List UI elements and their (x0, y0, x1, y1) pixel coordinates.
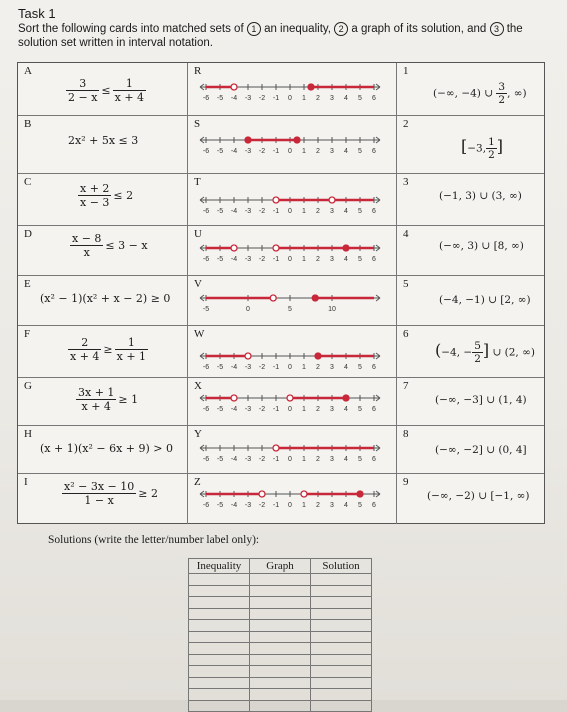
answer-row (189, 574, 372, 586)
tick-label: -5 (216, 95, 224, 102)
tick-label: 2 (316, 502, 320, 509)
tick-label: 2 (316, 406, 320, 413)
tick-label: 5 (288, 306, 292, 313)
solution-card-7[interactable]: 7 (−∞, −3] ∪ (1, 4) (403, 380, 527, 406)
open-endpoint (273, 445, 279, 451)
answer-row (189, 608, 372, 620)
number-line-T (198, 192, 388, 218)
solution-card-9[interactable]: 9 (−∞, −2) ∪ [−1, ∞) (403, 476, 530, 502)
tick-label: -2 (258, 208, 266, 215)
tick-label: -2 (258, 256, 266, 263)
card-row (18, 425, 544, 474)
tick-label: 3 (330, 256, 334, 263)
closed-endpoint (343, 395, 349, 401)
answer-cell-graph[interactable] (250, 585, 311, 597)
number-line-S (198, 132, 388, 158)
tick-label: -3 (244, 148, 252, 155)
tick-label: 2 (316, 95, 320, 102)
card-row (18, 473, 544, 524)
graph-card-W[interactable]: W -6 -5 -4 -3 -2 -1 0 1 2 3 4 5 6 (188, 326, 397, 378)
open-endpoint (231, 395, 237, 401)
tick-label: 0 (288, 406, 292, 413)
graph-card-T[interactable]: T -6 -5 -4 -3 -2 -1 0 1 2 3 4 5 6 (188, 174, 397, 226)
tick-label: -5 (216, 256, 224, 263)
tick-label: -1 (272, 208, 280, 215)
answer-cell-graph[interactable] (250, 654, 311, 666)
tick-label: -3 (244, 502, 252, 509)
tick-label: -5 (202, 306, 210, 313)
tick-label: -4 (230, 256, 238, 263)
answer-cell-graph[interactable] (250, 608, 311, 620)
tick-label: -5 (216, 406, 224, 413)
closed-endpoint (308, 84, 314, 90)
inequality-card-I[interactable]: I $\frac{\text{x² − 3x − 10}}{1 - x}$ ≥ 2 (18, 474, 188, 524)
tick-label: 6 (372, 456, 376, 463)
inequality-card-H[interactable]: H (x + 1)(x² − 6x + 9) > 0 (18, 426, 188, 474)
tick-label: -4 (230, 364, 238, 371)
answer-cell-solution[interactable] (311, 631, 372, 643)
closed-endpoint (294, 137, 300, 143)
tick-label: 1 (302, 256, 306, 263)
tick-label: 0 (288, 148, 292, 155)
tick-label: 3 (330, 502, 334, 509)
card-row (18, 115, 544, 174)
answer-cell-graph[interactable] (250, 620, 311, 632)
closed-endpoint (357, 491, 363, 497)
tick-label: -6 (202, 208, 210, 215)
tick-label: -3 (244, 208, 252, 215)
answer-cell-graph[interactable] (250, 643, 311, 655)
tick-label: 5 (358, 148, 362, 155)
tick-label: 2 (316, 256, 320, 263)
tick-label: -6 (202, 148, 210, 155)
tick-label: -3 (244, 256, 252, 263)
answer-cell-inequality[interactable] (189, 666, 250, 678)
answer-row (189, 689, 372, 701)
tick-label: 3 (330, 456, 334, 463)
tick-label: 1 (302, 456, 306, 463)
card-row (18, 63, 544, 115)
open-endpoint (231, 84, 237, 90)
answer-cell-solution[interactable] (311, 574, 372, 586)
tick-label: 0 (288, 502, 292, 509)
tick-label: -5 (216, 208, 224, 215)
card-row (18, 275, 544, 326)
answer-cell-solution[interactable] (311, 597, 372, 609)
tick-label: 0 (288, 208, 292, 215)
closed-endpoint (245, 137, 251, 143)
inequality-card-C[interactable]: C $\frac{x + 2}{x - 3}$ ≤ 2 (18, 174, 188, 226)
closed-endpoint (312, 295, 318, 301)
answer-cell-solution[interactable] (311, 585, 372, 597)
open-endpoint (245, 353, 251, 359)
tick-label: -5 (216, 502, 224, 509)
answer-cell-solution[interactable] (311, 643, 372, 655)
tick-label: 6 (372, 364, 376, 371)
tick-label: -6 (202, 256, 210, 263)
answer-cell-inequality[interactable] (189, 677, 250, 689)
solution-card-1[interactable]: 1 (−∞, −4) ∪ $\frac{3}{2}$ , ∞) (403, 65, 527, 106)
tick-label: -2 (258, 406, 266, 413)
answer-cell-inequality[interactable] (189, 700, 250, 712)
graph-card-U[interactable]: U -6 -5 -4 -3 -2 -1 0 1 2 3 4 5 6 (188, 226, 397, 276)
tick-label: 1 (302, 208, 306, 215)
tick-label: 0 (288, 364, 292, 371)
tick-label: 0 (288, 456, 292, 463)
answer-cell-inequality[interactable] (189, 654, 250, 666)
tick-label: -4 (230, 95, 238, 102)
tick-label: 3 (330, 406, 334, 413)
tick-label: -4 (230, 208, 238, 215)
tick-label: 6 (372, 208, 376, 215)
tick-label: 5 (358, 456, 362, 463)
solution-card-5[interactable]: 5 (−4, −1) ∪ [2, ∞) (403, 278, 531, 306)
solutions-instructions: Solutions (write the letter/number label only): (48, 534, 260, 546)
tick-label: 0 (246, 306, 250, 313)
answer-cell-inequality[interactable] (189, 689, 250, 701)
answer-cell-solution[interactable] (311, 608, 372, 620)
tick-label: -6 (202, 95, 210, 102)
solution-card-2[interactable]: 2 [−3, $\frac{1}{2}$ ] (403, 118, 504, 161)
answer-cell-solution[interactable] (311, 620, 372, 632)
tick-label: -1 (272, 456, 280, 463)
number-line-U (198, 240, 388, 266)
tick-label: 4 (344, 502, 348, 509)
tick-label: 6 (372, 406, 376, 413)
tick-label: 4 (344, 456, 348, 463)
card-row (18, 377, 544, 426)
tick-label: 1 (302, 148, 306, 155)
tick-label: 6 (372, 502, 376, 509)
open-endpoint (273, 245, 279, 251)
answer-cell-inequality[interactable] (189, 585, 250, 597)
answer-cell-inequality[interactable] (189, 608, 250, 620)
tick-label: -3 (244, 406, 252, 413)
tick-label: 5 (358, 95, 362, 102)
tick-label: -6 (202, 456, 210, 463)
task-description: Sort the following cards into matched sets of 1 an inequality, 2 a graph of its solution, and 3 the solution set written in interval notation. (18, 23, 523, 49)
answer-row (189, 631, 372, 643)
number-line-W (198, 348, 388, 374)
inequality-card-B[interactable]: B 2x² + 5x ≤ 3 (18, 116, 188, 174)
answer-table (188, 558, 372, 712)
open-endpoint (259, 491, 265, 497)
inequality-card-F[interactable]: F $\frac{2}{x + 4}$ ≥ $\frac{1}{x + 1}$ (18, 326, 188, 378)
tick-label: -1 (272, 364, 280, 371)
answer-row (189, 585, 372, 597)
graph-card-V[interactable]: V -5 0 5 10 (188, 276, 397, 326)
closed-endpoint (315, 353, 321, 359)
closed-endpoint (343, 245, 349, 251)
answer-cell-inequality[interactable] (189, 643, 250, 655)
inequality-card-D[interactable]: D $\frac{x - 8}{x}$ ≤ 3 − x (18, 226, 188, 276)
tick-label: -1 (272, 256, 280, 263)
column-header-inequality: Inequality (189, 559, 250, 574)
tick-label: 2 (316, 208, 320, 215)
tick-label: 5 (358, 406, 362, 413)
tick-label: -2 (258, 148, 266, 155)
tick-label: 4 (344, 406, 348, 413)
inequality-card-G[interactable]: G $\frac{3x + 1}{x + 4}$ ≥ 1 (18, 378, 188, 426)
tick-label: 0 (288, 256, 292, 263)
tick-label: -6 (202, 364, 210, 371)
tick-label: 4 (344, 95, 348, 102)
tick-label: -5 (216, 456, 224, 463)
card-grid (17, 62, 545, 524)
answer-cell-graph[interactable] (250, 666, 311, 678)
tick-label: -4 (230, 406, 238, 413)
open-endpoint (273, 197, 279, 203)
solution-card-3[interactable]: 3 (−1, 3) ∪ (3, ∞) (403, 176, 522, 202)
tick-label: -2 (258, 364, 266, 371)
tick-label: -3 (244, 364, 252, 371)
tick-label: -3 (244, 95, 252, 102)
open-endpoint (231, 245, 237, 251)
tick-label: 6 (372, 256, 376, 263)
answer-cell-solution[interactable] (311, 654, 372, 666)
tick-label: 4 (344, 148, 348, 155)
number-line-Z (198, 486, 388, 512)
solution-card-6[interactable]: 6 (−4, − $\frac{5}{2}$ ] ∪ (2, ∞) (403, 328, 535, 365)
answer-cell-graph[interactable] (250, 597, 311, 609)
number-line-R (198, 79, 388, 105)
answer-cell-solution[interactable] (311, 700, 372, 712)
tick-label: -1 (272, 406, 280, 413)
card-row (18, 173, 544, 226)
answer-row (189, 597, 372, 609)
tick-label: -6 (202, 406, 210, 413)
answer-row (189, 700, 372, 712)
answer-row (189, 620, 372, 632)
tick-label: 5 (358, 256, 362, 263)
graph-card-R[interactable]: R -6 -5 -4 -3 -2 -1 0 1 2 3 4 5 6 (188, 63, 397, 115)
tick-label: -4 (230, 502, 238, 509)
tick-label: 5 (358, 502, 362, 509)
tick-label: 3 (330, 95, 334, 102)
answer-cell-inequality[interactable] (189, 620, 250, 632)
task-title: Task 1 (18, 6, 56, 21)
tick-label: 5 (358, 208, 362, 215)
column-header-solution: Solution (311, 559, 372, 574)
answer-cell-graph[interactable] (250, 574, 311, 586)
card-row (18, 225, 544, 276)
tick-label: 2 (316, 456, 320, 463)
answer-cell-solution[interactable] (311, 689, 372, 701)
tick-label: -4 (230, 456, 238, 463)
graph-card-Y[interactable]: Y -6 -5 -4 -3 -2 -1 0 1 2 3 4 5 6 (188, 426, 397, 474)
tick-label: -5 (216, 364, 224, 371)
tick-label: 4 (344, 208, 348, 215)
tick-label: 0 (288, 95, 292, 102)
tick-label: -5 (216, 148, 224, 155)
tick-label: 3 (330, 364, 334, 371)
open-endpoint (287, 395, 293, 401)
answer-cell-inequality[interactable] (189, 597, 250, 609)
tick-label: 10 (328, 306, 336, 313)
solution-card-8[interactable]: 8 (−∞, −2] ∪ (0, 4] (403, 428, 527, 456)
tick-label: 4 (344, 256, 348, 263)
answer-cell-graph[interactable] (250, 677, 311, 689)
answer-row (189, 654, 372, 666)
open-endpoint (270, 295, 276, 301)
open-endpoint (329, 197, 335, 203)
tick-label: -2 (258, 95, 266, 102)
answer-cell-graph[interactable] (250, 689, 311, 701)
tick-label: 1 (302, 502, 306, 509)
graph-card-S[interactable]: S -6 -5 -4 -3 -2 -1 0 1 2 3 4 5 6 (188, 116, 397, 174)
column-header-graph: Graph (250, 559, 311, 574)
graph-card-Z[interactable]: Z -6 -5 -4 -3 -2 -1 0 1 2 3 4 5 6 (188, 474, 397, 524)
answer-row (189, 643, 372, 655)
answer-cell-inequality[interactable] (189, 574, 250, 586)
tick-label: 2 (316, 364, 320, 371)
answer-cell-solution[interactable] (311, 666, 372, 678)
tick-label: -3 (244, 456, 252, 463)
number-line-Y (198, 440, 388, 466)
answer-cell-graph[interactable] (250, 700, 311, 712)
answer-cell-graph[interactable] (250, 631, 311, 643)
tick-label: 6 (372, 95, 376, 102)
tick-label: 3 (330, 208, 334, 215)
open-endpoint (301, 491, 307, 497)
tick-label: 1 (302, 364, 306, 371)
tick-label: -1 (272, 502, 280, 509)
graph-card-X[interactable]: X -6 -5 -4 -3 -2 -1 0 1 2 3 4 5 6 (188, 378, 397, 426)
tick-label: -1 (272, 95, 280, 102)
tick-label: -4 (230, 148, 238, 155)
answer-cell-solution[interactable] (311, 677, 372, 689)
solution-card-4[interactable]: 4 (−∞, 3) ∪ [8, ∞) (403, 228, 524, 252)
tick-label: -1 (272, 148, 280, 155)
tick-label: 5 (358, 364, 362, 371)
answer-row (189, 677, 372, 689)
tick-label: 2 (316, 148, 320, 155)
tick-label: 3 (330, 148, 334, 155)
answer-row (189, 666, 372, 678)
tick-label: 6 (372, 148, 376, 155)
tick-label: -2 (258, 502, 266, 509)
inequality-card-E[interactable]: E (x² − 1)(x² + x − 2) ≥ 0 (18, 276, 188, 326)
tick-label: 4 (344, 364, 348, 371)
card-row (18, 325, 544, 378)
number-line-X (198, 390, 388, 416)
tick-label: 1 (302, 406, 306, 413)
answer-cell-inequality[interactable] (189, 631, 250, 643)
tick-label: -6 (202, 502, 210, 509)
tick-label: 1 (302, 95, 306, 102)
number-line-V (198, 290, 388, 316)
tick-label: -2 (258, 456, 266, 463)
inequality-card-A[interactable]: A $\frac{3}{2 - x}$ ≤ $\frac{1}{x + 4}$ (18, 63, 188, 115)
